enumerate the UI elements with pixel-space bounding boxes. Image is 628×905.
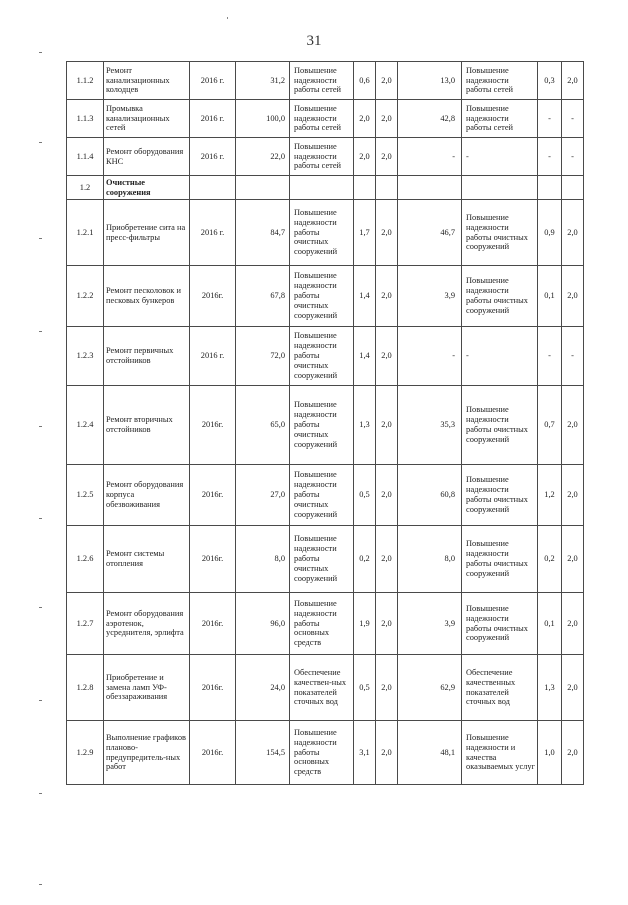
effect-description: Повышение надежности работы очистных сооружений: [290, 327, 354, 386]
indicator-5: -: [562, 138, 584, 176]
table-row: [67, 386, 584, 465]
year: 2016 г.: [190, 200, 236, 266]
indicator-2: 2,0: [376, 327, 398, 386]
indicator-4: 0,1: [538, 266, 562, 327]
table-row: [67, 62, 584, 100]
work-name: Ремонт первичных отстойников: [104, 327, 190, 386]
indicator-2: 2,0: [376, 593, 398, 655]
work-name: Приобретение сита на пресс-фильтры: [104, 200, 190, 266]
effect-description: Обеспечение качествен-ных показателей сточных вод: [290, 655, 354, 721]
measures-table: [66, 61, 584, 785]
margin-mark: [39, 518, 42, 519]
margin-mark: [39, 238, 42, 239]
cost-value: [236, 176, 290, 200]
indicator-4: -: [538, 100, 562, 138]
indicator-4: 1,3: [538, 655, 562, 721]
year: [190, 176, 236, 200]
indicator-1: [354, 176, 376, 200]
cost-value: 31,2: [236, 62, 290, 100]
year: 2016г.: [190, 655, 236, 721]
work-name: Ремонт вторичных отстойников: [104, 386, 190, 465]
indicator-4: 0,2: [538, 526, 562, 593]
indicator-4: -: [538, 138, 562, 176]
indicator-4: 1,2: [538, 465, 562, 526]
indicator-4: 0,3: [538, 62, 562, 100]
year: 2016 г.: [190, 62, 236, 100]
row-number: 1.2.1: [67, 200, 104, 266]
margin-mark: [39, 884, 42, 885]
year: 2016 г.: [190, 138, 236, 176]
year: 2016г.: [190, 593, 236, 655]
cost-value: 96,0: [236, 593, 290, 655]
indicator-3: 48,1: [398, 721, 462, 785]
effect-result: Повышение надежности работы очистных сооружений: [462, 266, 538, 327]
effect-result: -: [462, 138, 538, 176]
indicator-5: 2,0: [562, 526, 584, 593]
indicator-3: 35,3: [398, 386, 462, 465]
effect-result: Повышение надежности работы очистных сооружений: [462, 593, 538, 655]
effect-description: Повышение надежности работы очистных сооружений: [290, 526, 354, 593]
effect-result: [462, 176, 538, 200]
indicator-2: 2,0: [376, 655, 398, 721]
work-name: Ремонт канализационных колодцев: [104, 62, 190, 100]
table-row: [67, 465, 584, 526]
indicator-4: 1,0: [538, 721, 562, 785]
table-row: [67, 721, 584, 785]
cost-value: 24,0: [236, 655, 290, 721]
indicator-1: 0,5: [354, 655, 376, 721]
table-row: [67, 266, 584, 327]
row-number: 1.2.2: [67, 266, 104, 327]
row-number: 1.1.3: [67, 100, 104, 138]
indicator-1: 0,6: [354, 62, 376, 100]
indicator-3: 60,8: [398, 465, 462, 526]
work-name: Выполнение графиков планово-предупредитель-ных работ: [104, 721, 190, 785]
indicator-2: 2,0: [376, 266, 398, 327]
indicator-1: 1,9: [354, 593, 376, 655]
indicator-2: 2,0: [376, 200, 398, 266]
indicator-5: [562, 176, 584, 200]
indicator-2: [376, 176, 398, 200]
row-number: 1.2.7: [67, 593, 104, 655]
indicator-4: 0,7: [538, 386, 562, 465]
indicator-4: 0,9: [538, 200, 562, 266]
margin-mark: [39, 142, 42, 143]
indicator-2: 2,0: [376, 138, 398, 176]
table-row: [67, 526, 584, 593]
work-name: Промывка канализационных сетей: [104, 100, 190, 138]
year: 2016г.: [190, 526, 236, 593]
indicator-2: 2,0: [376, 62, 398, 100]
page-number: 31: [306, 33, 322, 49]
year: 2016 г.: [190, 327, 236, 386]
indicator-5: 2,0: [562, 593, 584, 655]
year: 2016г.: [190, 465, 236, 526]
indicator-3: 46,7: [398, 200, 462, 266]
effect-result: Повышение надежности работы очистных сооружений: [462, 200, 538, 266]
effect-description: Повышение надежности работы сетей: [290, 138, 354, 176]
effect-description: Повышение надежности работы сетей: [290, 62, 354, 100]
table-row: [67, 200, 584, 266]
indicator-1: 2,0: [354, 100, 376, 138]
effect-result: Обеспечение качественных показателей сточных вод: [462, 655, 538, 721]
effect-description: Повышение надежности работы основных средств: [290, 721, 354, 785]
scan-speck: [227, 17, 228, 19]
table-row: [67, 593, 584, 655]
row-number: 1.2: [67, 176, 104, 200]
work-name: Ремонт оборудования КНС: [104, 138, 190, 176]
margin-mark: [39, 426, 42, 427]
indicator-5: 2,0: [562, 721, 584, 785]
effect-result: Повышение надежности работы сетей: [462, 100, 538, 138]
indicator-3: 13,0: [398, 62, 462, 100]
year: 2016 г.: [190, 100, 236, 138]
margin-mark: [39, 793, 42, 794]
row-number: 1.1.2: [67, 62, 104, 100]
effect-result: Повышение надежности и качества оказываемых услуг: [462, 721, 538, 785]
indicator-2: 2,0: [376, 526, 398, 593]
margin-mark: [39, 607, 42, 608]
effect-result: -: [462, 327, 538, 386]
margin-mark: [39, 331, 42, 332]
cost-value: 8,0: [236, 526, 290, 593]
indicator-3: -: [398, 138, 462, 176]
indicator-2: 2,0: [376, 465, 398, 526]
row-number: 1.2.8: [67, 655, 104, 721]
indicator-5: 2,0: [562, 62, 584, 100]
indicator-1: 1,4: [354, 327, 376, 386]
cost-value: 22,0: [236, 138, 290, 176]
cost-value: 84,7: [236, 200, 290, 266]
indicator-3: 62,9: [398, 655, 462, 721]
effect-description: Повышение надежности работы очистных сооружений: [290, 266, 354, 327]
effect-description: Повышение надежности работы основных средств: [290, 593, 354, 655]
cost-value: 100,0: [236, 100, 290, 138]
indicator-1: 1,3: [354, 386, 376, 465]
indicator-3: 8,0: [398, 526, 462, 593]
row-number: 1.2.9: [67, 721, 104, 785]
cost-value: 67,8: [236, 266, 290, 327]
year: 2016г.: [190, 386, 236, 465]
cost-value: 72,0: [236, 327, 290, 386]
row-number: 1.2.5: [67, 465, 104, 526]
indicator-4: 0,1: [538, 593, 562, 655]
indicator-1: 3,1: [354, 721, 376, 785]
cost-value: 27,0: [236, 465, 290, 526]
indicator-5: -: [562, 100, 584, 138]
table-row: [67, 100, 584, 138]
table-row: [67, 327, 584, 386]
indicator-4: [538, 176, 562, 200]
margin-mark: [39, 700, 42, 701]
year: 2016г.: [190, 266, 236, 327]
work-name: Ремонт песколовок и песковых бункеров: [104, 266, 190, 327]
indicator-2: 2,0: [376, 721, 398, 785]
indicator-3: [398, 176, 462, 200]
indicator-5: 2,0: [562, 386, 584, 465]
indicator-2: 2,0: [376, 386, 398, 465]
indicator-5: -: [562, 327, 584, 386]
indicator-5: 2,0: [562, 655, 584, 721]
indicator-1: 0,2: [354, 526, 376, 593]
indicator-4: -: [538, 327, 562, 386]
indicator-2: 2,0: [376, 100, 398, 138]
effect-result: Повышение надежности работы очистных сооружений: [462, 465, 538, 526]
indicator-5: 2,0: [562, 465, 584, 526]
work-name: Очистные сооружения: [104, 176, 190, 200]
effect-description: Повышение надежности работы очистных сооружений: [290, 200, 354, 266]
indicator-1: 0,5: [354, 465, 376, 526]
cost-value: 65,0: [236, 386, 290, 465]
row-number: 1.1.4: [67, 138, 104, 176]
table-body: [67, 62, 584, 785]
effect-description: Повышение надежности работы сетей: [290, 100, 354, 138]
effect-result: Повышение надежности работы очистных сооружений: [462, 526, 538, 593]
effect-result: Повышение надежности работы очистных сооружений: [462, 386, 538, 465]
row-number: 1.2.4: [67, 386, 104, 465]
indicator-5: 2,0: [562, 200, 584, 266]
effect-description: Повышение надежности работы очистных сооружений: [290, 465, 354, 526]
indicator-3: 3,9: [398, 266, 462, 327]
indicator-1: 1,4: [354, 266, 376, 327]
row-number: 1.2.3: [67, 327, 104, 386]
work-name: Приобретение и замена ламп УФ-обеззараживания: [104, 655, 190, 721]
work-name: Ремонт оборудования корпуса обезвоживания: [104, 465, 190, 526]
effect-result: Повышение надежности работы сетей: [462, 62, 538, 100]
cost-value: 154,5: [236, 721, 290, 785]
table-row: [67, 176, 584, 200]
indicator-3: -: [398, 327, 462, 386]
year: 2016г.: [190, 721, 236, 785]
table-row: [67, 655, 584, 721]
effect-description: [290, 176, 354, 200]
work-name: Ремонт оборудования аэротенок, усреднителя, эрлифта: [104, 593, 190, 655]
indicator-1: 2,0: [354, 138, 376, 176]
table-row: [67, 138, 584, 176]
effect-description: Повышение надежности работы очистных сооружений: [290, 386, 354, 465]
indicator-3: 3,9: [398, 593, 462, 655]
work-name: Ремонт системы отопления: [104, 526, 190, 593]
margin-mark: [39, 52, 42, 53]
row-number: 1.2.6: [67, 526, 104, 593]
indicator-5: 2,0: [562, 266, 584, 327]
indicator-3: 42,8: [398, 100, 462, 138]
indicator-1: 1,7: [354, 200, 376, 266]
